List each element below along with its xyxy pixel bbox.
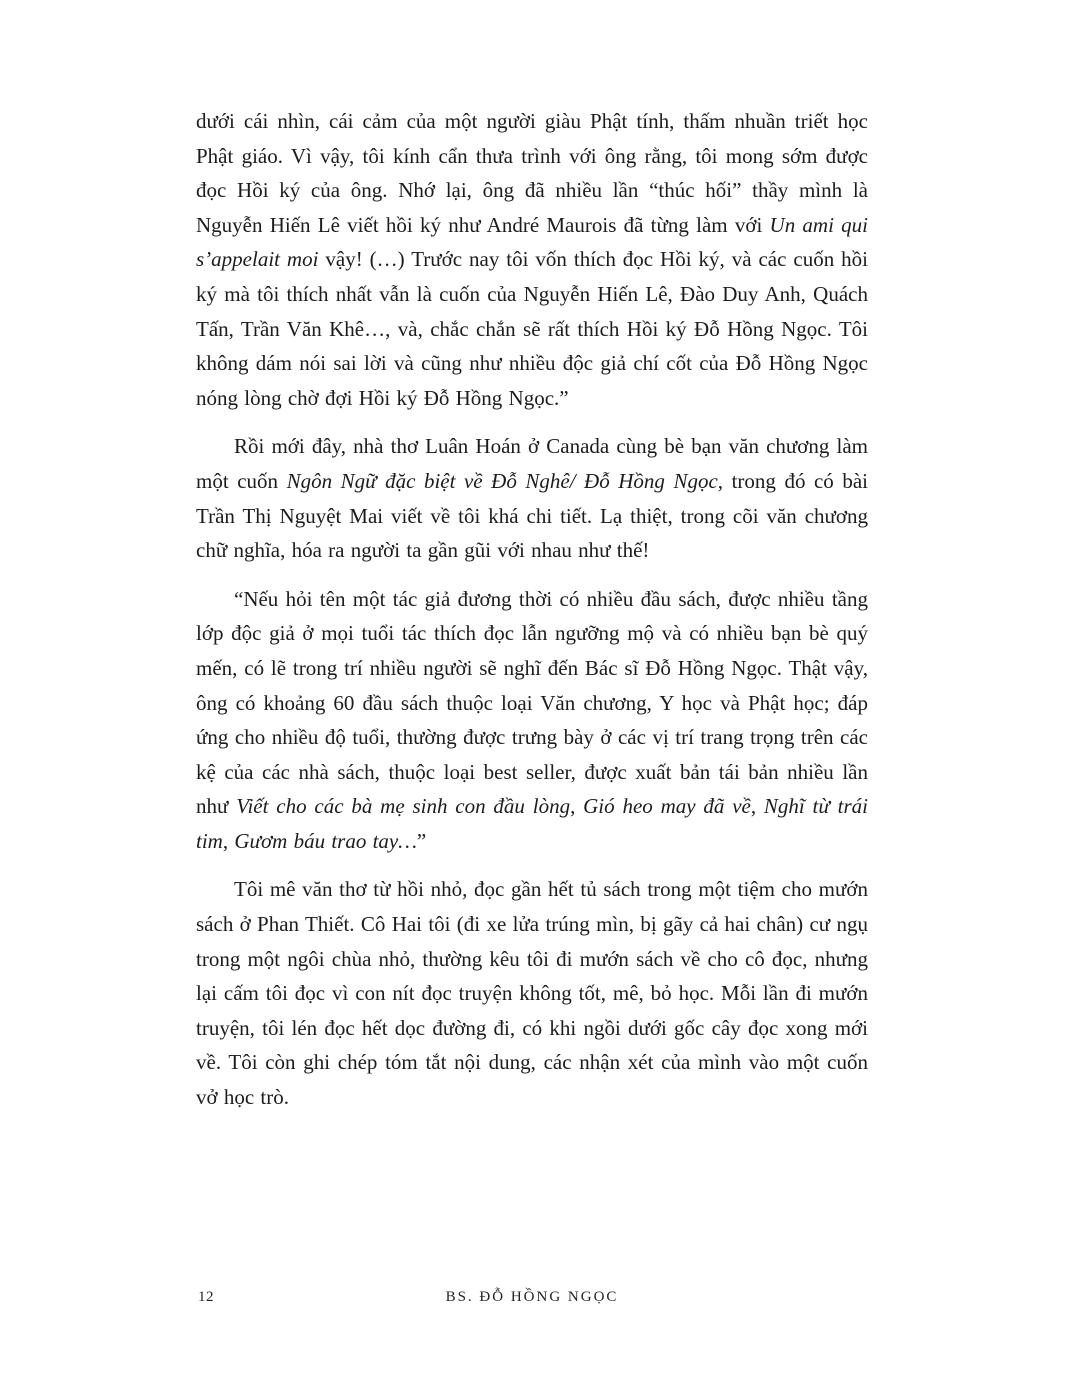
paragraph [196,872,868,1114]
text-block [196,104,868,1129]
text-run: , [750,794,764,819]
text-run: , [222,828,235,853]
page-footer [196,1289,868,1306]
paragraph [196,429,868,567]
text-run: , trong đó có bài Trần Thị Nguyệt Mai viết về tôi khá chi tiết. Lạ thiệt, trong cõi văn chương chữ nghĩa, hóa ra người ta gần gũi với nhau như thế! [196,468,868,563]
text-run: ” [416,828,427,853]
text-run-italic: Viết cho các bà mẹ sinh con đầu lòng [236,794,571,819]
text-run: “Nếu hỏi tên một tác giả đương thời có nhiều đầu sách, được nhiều tầng lớp độc giả ở mọi tuổi tác thích đọc lẫn ngưỡng mộ và có nhiều bạn bè quý mến, có lẽ trong trí nhiều người sẽ nghĩ đến Bác sĩ Đỗ Hồng Ngọc. Thật vậy, ông có khoảng 60 đầu sách thuộc loại Văn chương, Y học và Phật học; đáp ứng cho nhiều độ tuổi, thường được trưng bày ở các vị trí trang trọng trên các kệ của các nhà sách, thuộc loại best seller, được xuất bản tái bản nhiều lần như [196,586,868,819]
text-run: Rồi mới đây, nhà thơ Luân Hoán ở Canada cùng bè bạn văn chương làm một cuốn [196,434,868,493]
paragraph [196,582,868,859]
text-run-italic: Ngôn Ngữ đặc biệt về Đỗ Nghê/ Đỗ Hồng Ngọc [286,468,718,493]
text-run: dưới cái nhìn, cái cảm của một người giàu Phật tính, thấm nhuần triết học Phật giáo. Vì vậy, tôi kính cẩn thưa trình với ông rằng, tôi mong sớm được đọc Hồi ký của ông. Nhớ lại, ông đã nhiều lần “thúc hối” thầy mình là Nguyễn Hiến Lê viết hồi ký như André Maurois đã từng làm với [196,109,868,237]
text-run-italic: Gió heo may đã về [583,794,751,819]
text-run: , [570,794,584,819]
text-run-italic: Gươm báu trao tay… [234,828,417,853]
text-run-italic: Un ami qui s’appelait moi [196,212,869,272]
text-run: vậy! (…) Trước nay tôi vốn thích đọc Hồi ký, và các cuốn hồi ký mà tôi thích nhất vẫn là cuốn của Nguyễn Hiến Lê, Đào Duy Anh, Quách Tấn, Trần Văn Khê…, và, chắc chắn sẽ rất thích Hồi ký Đỗ Hồng Ngọc. Tôi không dám nói sai lời và cũng như nhiều độc giả chí cốt của Đỗ Hồng Ngọc nóng lòng chờ đợi Hồi ký Đỗ Hồng Ngọc.” [196,247,868,410]
text-run: Tôi mê văn thơ từ hồi nhỏ, đọc gần hết tủ sách trong một tiệm cho mướn sách ở Phan Thiết. Cô Hai tôi (đi xe lửa trúng mìn, bị gãy cả hai chân) cư ngụ trong một ngôi chùa nhỏ, thường kêu tôi đi mướn sách về cho cô đọc, nhưng lại cấm tôi đọc vì con nít đọc truyện không tốt, mê, bỏ học. Mỗi lần đi mướn truyện, tôi lén đọc hết dọc đường đi, có khi ngồi dưới gốc cây đọc xong mới về. Tôi còn ghi chép tóm tắt nội dung, các nhận xét của mình vào một cuốn vở học trò. [196,877,868,1110]
page-number: 12 [198,1289,214,1305]
paragraph [196,104,868,415]
text-run-italic: Nghĩ từ trái tim [196,794,869,853]
running-title: BS. ĐỖ HỒNG NGỌC [445,1289,619,1305]
